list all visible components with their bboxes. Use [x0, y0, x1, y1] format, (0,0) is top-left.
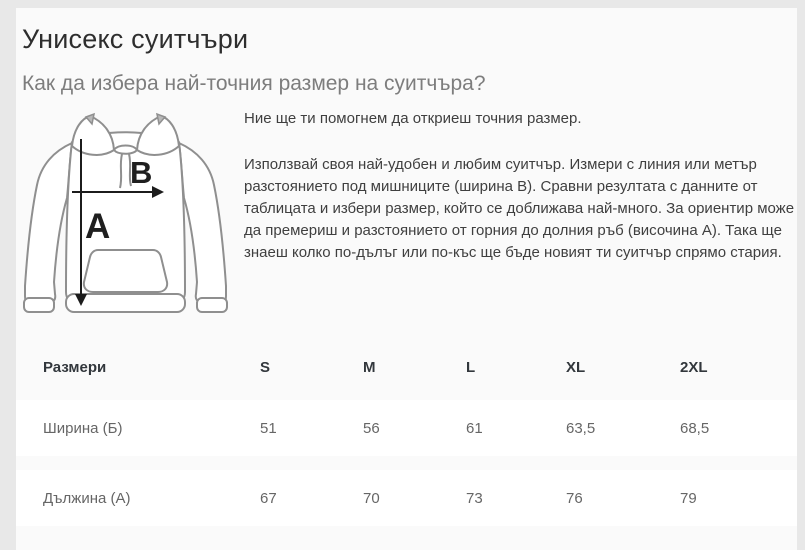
- measure-label-a: A: [85, 207, 111, 246]
- hoodie-right-cuff: [197, 298, 227, 312]
- table-row-gap: [16, 456, 797, 470]
- intro-text-column: [244, 104, 797, 330]
- measure-label-b: B: [130, 155, 153, 190]
- size-value: 61: [466, 419, 483, 437]
- column-header-s: S: [260, 358, 271, 376]
- drawstring-left: [120, 154, 122, 188]
- size-value: 63,5: [566, 419, 596, 437]
- size-table-header-row: [16, 334, 797, 400]
- size-value: 68,5: [680, 419, 710, 437]
- intro-section: [16, 104, 797, 330]
- hoodie-left-cuff: [24, 298, 54, 312]
- row-label-length: Дължина (А): [43, 489, 131, 507]
- hoodie-collar: [114, 146, 137, 154]
- size-value: 56: [363, 419, 380, 437]
- column-header-sizes: Размери: [43, 358, 107, 376]
- hoodie-diagram-image: [14, 106, 240, 330]
- hoodie-pocket: [84, 250, 167, 292]
- size-value: 79: [680, 489, 697, 507]
- hoodie-measurement-diagram: [16, 104, 244, 330]
- hoodie-right-sleeve: [179, 143, 226, 305]
- page-title: Унисекс суитчъри: [22, 24, 249, 54]
- column-header-l: L: [466, 358, 476, 376]
- column-header-2xl: 2XL: [680, 358, 708, 376]
- size-value: 73: [466, 489, 483, 507]
- table-row-length: [16, 470, 797, 526]
- column-header-m: M: [363, 358, 376, 376]
- size-value: 76: [566, 489, 583, 507]
- row-label-width: Ширина (Б): [43, 419, 123, 437]
- column-header-xl: XL: [566, 358, 586, 376]
- table-row-width: [16, 400, 797, 456]
- page-subtitle: Как да избера най-точния размер на суитчъра?: [22, 72, 486, 95]
- size-value: 67: [260, 489, 277, 507]
- size-guide-card: [16, 8, 797, 550]
- hoodie-left-sleeve: [25, 143, 72, 305]
- size-value: 51: [260, 419, 277, 437]
- size-value: 70: [363, 489, 380, 507]
- intro-lead: Ние ще ти помогнем да откриеш точния размер.: [244, 110, 582, 127]
- size-table: [16, 334, 797, 526]
- intro-body: Използвай своя най-удобен и любим суитчър. Измери с линия или метър разстоянието под мишниците (ширина B). Сравни резултата с данните от таблицата и избери размер, който се доближава най-много. За ориентир може да премериш и разстоянието от горния до долния ръб (височина А). Така ще знаеш колко по-дълъг или по-къс ще бъде новият ти суитчър спрямо стария.: [244, 156, 795, 261]
